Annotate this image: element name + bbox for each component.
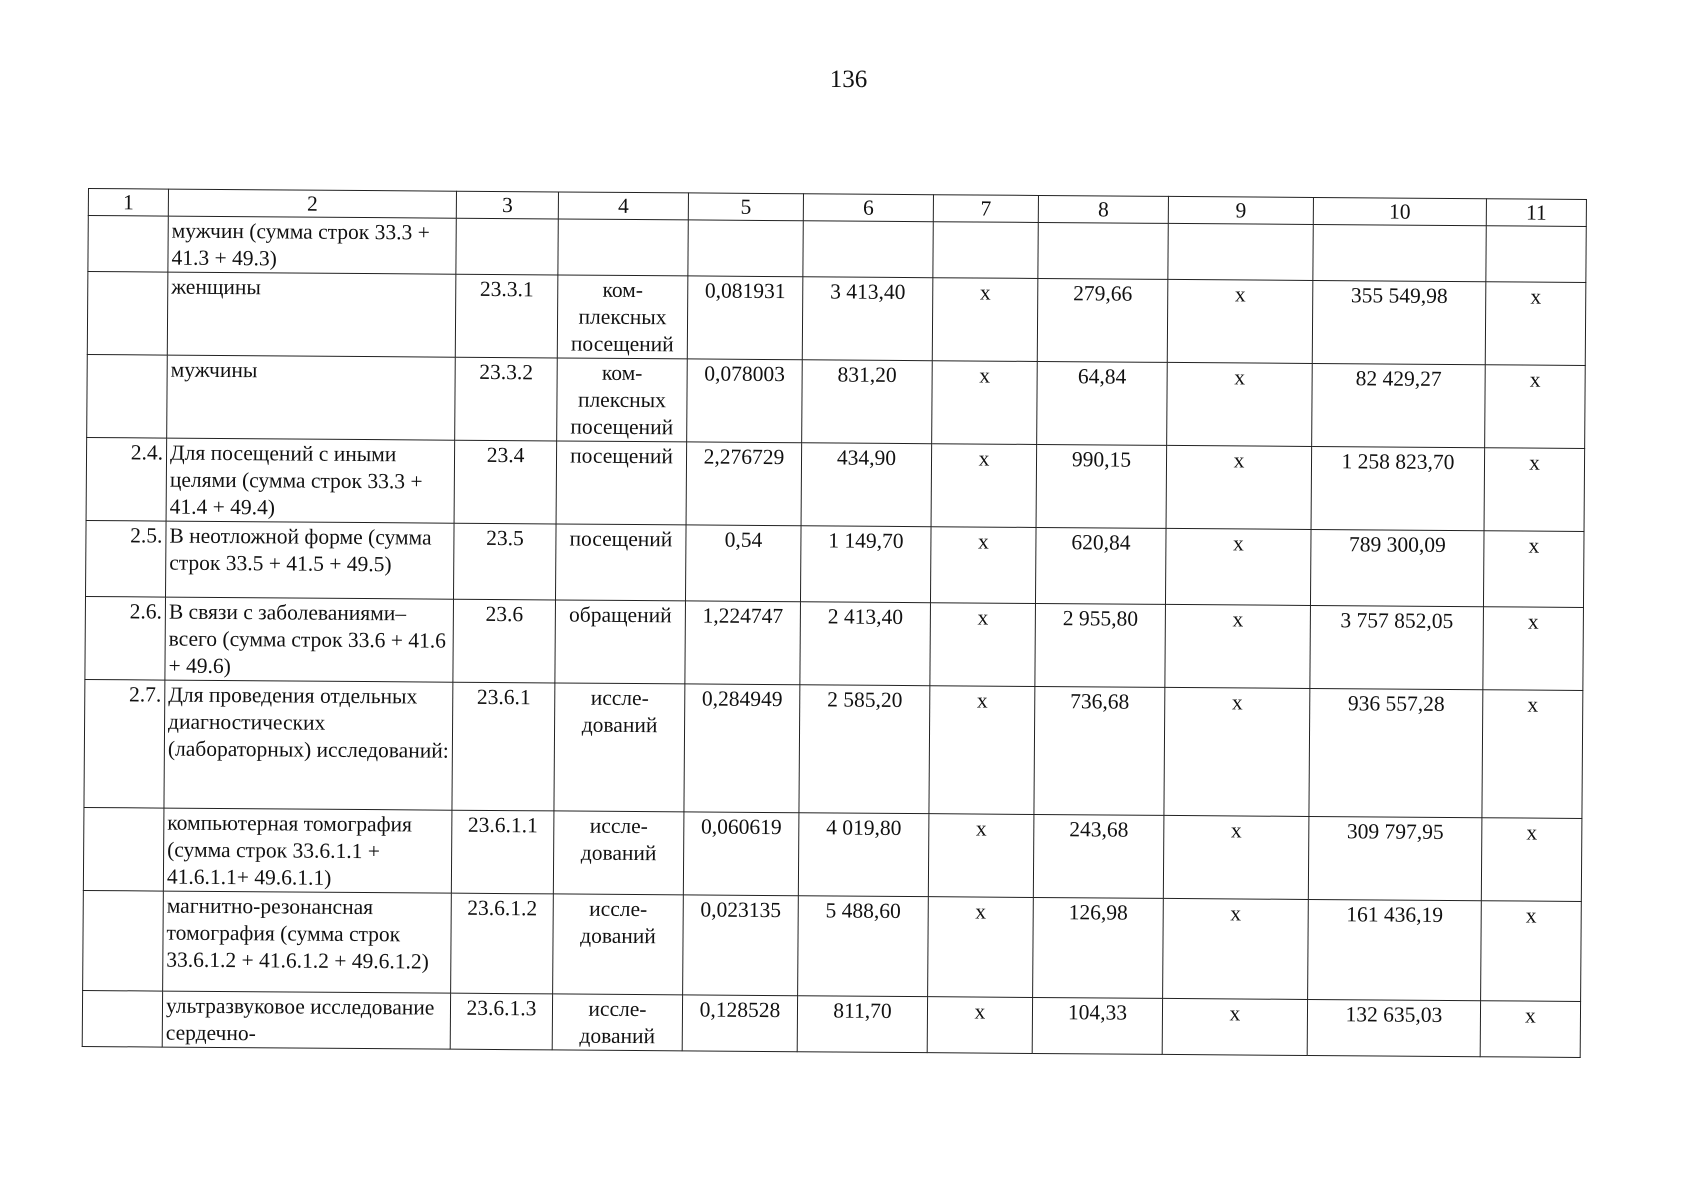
col5-cell: 0,284949 bbox=[684, 684, 800, 813]
row-number-cell: 2.5. bbox=[86, 520, 167, 597]
column-header-1: 1 bbox=[88, 189, 168, 217]
row-code-cell: 23.3.2 bbox=[455, 357, 558, 441]
col10-cell: 789 300,09 bbox=[1310, 529, 1484, 606]
col9-cell: х bbox=[1162, 998, 1307, 1055]
col5-cell: 0,128528 bbox=[682, 995, 797, 1052]
column-header-3: 3 bbox=[456, 191, 558, 219]
col6-cell: 1 149,70 bbox=[800, 526, 931, 603]
col9-cell: х bbox=[1166, 445, 1312, 529]
col9-cell: х bbox=[1163, 898, 1309, 999]
indicator-name-cell: мужчин (сумма строк 33.3 + 41.3 + 49.3) bbox=[168, 216, 456, 274]
col10-cell bbox=[1313, 224, 1486, 281]
row-code-cell: 23.4 bbox=[454, 440, 557, 524]
data-table bbox=[82, 188, 1587, 1058]
col7-cell: х bbox=[930, 527, 1036, 604]
col10-cell: 132 635,03 bbox=[1307, 999, 1480, 1056]
table-row bbox=[83, 890, 1582, 1001]
col5-cell: 0,081931 bbox=[687, 276, 803, 360]
col6-cell: 831,20 bbox=[802, 360, 933, 444]
unit-cell: иссле-дований bbox=[552, 994, 682, 1051]
column-header-6: 6 bbox=[803, 194, 933, 222]
unit-cell: посещений bbox=[556, 441, 687, 525]
indicator-name-cell: Для посещений с иными целями (сумма строк 33.3 + 41.4 + 49.4) bbox=[166, 438, 455, 523]
row-number-cell bbox=[87, 272, 168, 356]
col7-cell bbox=[933, 222, 1038, 279]
column-header-8: 8 bbox=[1038, 195, 1168, 223]
col11-cell bbox=[1486, 226, 1586, 283]
col6-cell: 3 413,40 bbox=[802, 277, 933, 361]
col9-cell bbox=[1168, 223, 1313, 280]
column-header-11: 11 bbox=[1486, 199, 1586, 227]
indicator-name-cell: компьютерная томография (сумма строк 33.6.1.1 + 41.6.1.1+ 49.6.1.1) bbox=[163, 808, 452, 893]
indicator-name-cell: ультразвуковое исследование сердечно- bbox=[162, 991, 450, 1049]
col6-cell: 4 019,80 bbox=[798, 813, 929, 897]
col9-cell: х bbox=[1167, 279, 1313, 363]
col7-cell: х bbox=[928, 897, 1034, 998]
col9-cell: х bbox=[1165, 604, 1311, 688]
col10-cell: 82 429,27 bbox=[1312, 363, 1486, 447]
col11-cell: х bbox=[1483, 607, 1584, 691]
col6-cell: 2 413,40 bbox=[800, 602, 931, 686]
row-number-cell bbox=[87, 354, 168, 438]
col8-cell: 620,84 bbox=[1035, 527, 1166, 604]
column-header-10: 10 bbox=[1313, 197, 1486, 225]
table-body bbox=[82, 216, 1586, 1058]
col6-cell bbox=[803, 221, 933, 278]
col10-cell: 309 797,95 bbox=[1308, 816, 1482, 900]
col7-cell: х bbox=[927, 997, 1032, 1054]
col8-cell bbox=[1038, 222, 1168, 279]
col7-cell: х bbox=[932, 361, 1038, 445]
col8-cell: 104,33 bbox=[1032, 997, 1162, 1054]
indicator-name-cell: В связи с заболеваниями– всего (сумма строк 33.6 + 41.6 + 49.6) bbox=[165, 597, 454, 682]
col8-cell: 243,68 bbox=[1033, 814, 1164, 898]
col5-cell: 0,060619 bbox=[683, 812, 799, 896]
col11-cell: х bbox=[1485, 282, 1586, 366]
row-number-cell bbox=[83, 807, 164, 891]
table-row bbox=[83, 807, 1582, 901]
row-code-cell: 23.5 bbox=[453, 523, 556, 600]
col6-cell: 811,70 bbox=[797, 996, 927, 1053]
unit-cell: иссле-дований bbox=[554, 683, 685, 812]
col8-cell: 126,98 bbox=[1033, 897, 1164, 998]
table-row bbox=[86, 437, 1585, 531]
column-header-9: 9 bbox=[1168, 196, 1313, 224]
col10-cell: 355 549,98 bbox=[1312, 280, 1486, 364]
unit-cell: посещений bbox=[555, 524, 686, 601]
table-row bbox=[84, 679, 1583, 818]
col10-cell: 161 436,19 bbox=[1308, 899, 1482, 1000]
page-number: 136 bbox=[829, 66, 868, 93]
column-header-5: 5 bbox=[688, 193, 803, 221]
col7-cell: х bbox=[932, 278, 1038, 362]
row-number-cell bbox=[83, 890, 164, 991]
col11-cell: х bbox=[1480, 1001, 1580, 1058]
col8-cell: 64,84 bbox=[1037, 361, 1168, 445]
col8-cell: 736,68 bbox=[1034, 686, 1165, 815]
unit-cell: обращений bbox=[555, 600, 686, 684]
unit-cell bbox=[558, 219, 688, 276]
column-header-4: 4 bbox=[558, 192, 688, 220]
col11-cell: х bbox=[1481, 818, 1582, 902]
row-code-cell: 23.6.1.2 bbox=[451, 893, 554, 994]
row-code-cell: 23.6 bbox=[453, 599, 556, 683]
unit-cell: иссле-дований bbox=[553, 811, 684, 895]
col11-cell: х bbox=[1484, 448, 1585, 532]
row-number-cell bbox=[88, 216, 168, 273]
col10-cell: 936 557,28 bbox=[1309, 688, 1483, 817]
col9-cell: х bbox=[1167, 362, 1313, 446]
col11-cell: х bbox=[1485, 365, 1586, 449]
row-number-cell bbox=[82, 990, 162, 1047]
row-code-cell: 23.3.1 bbox=[455, 274, 558, 358]
col7-cell: х bbox=[930, 603, 1036, 687]
col7-cell: х bbox=[931, 444, 1037, 528]
unit-cell: ком-плексных посещений bbox=[557, 358, 688, 442]
indicator-name-cell: мужчины bbox=[167, 355, 456, 440]
col11-cell: х bbox=[1483, 531, 1584, 608]
row-code-cell: 23.6.1.3 bbox=[450, 993, 552, 1050]
col9-cell: х bbox=[1163, 815, 1309, 899]
col8-cell: 279,66 bbox=[1037, 278, 1168, 362]
col10-cell: 1 258 823,70 bbox=[1311, 446, 1485, 530]
col8-cell: 2 955,80 bbox=[1035, 603, 1166, 687]
indicator-name-cell: Для проведения отдельных диагностических (лабораторных) исследований: bbox=[164, 680, 453, 810]
col7-cell: х bbox=[928, 814, 1034, 898]
indicator-name-cell: В неотложной форме (сумма строк 33.5 + 41.5 + 49.5) bbox=[166, 521, 455, 599]
unit-cell: иссле-дований bbox=[553, 894, 684, 995]
col5-cell: 0,54 bbox=[685, 525, 801, 602]
col9-cell: х bbox=[1165, 528, 1311, 605]
row-code-cell: 23.6.1 bbox=[452, 682, 555, 811]
table-row bbox=[87, 272, 1586, 366]
unit-cell: ком-плексных посещений bbox=[557, 275, 688, 359]
col8-cell: 990,15 bbox=[1036, 444, 1167, 528]
col5-cell bbox=[688, 220, 803, 277]
row-number-cell: 2.4. bbox=[86, 437, 167, 521]
col10-cell: 3 757 852,05 bbox=[1310, 605, 1484, 689]
col7-cell: х bbox=[929, 686, 1035, 815]
table-row bbox=[87, 354, 1586, 448]
table-row bbox=[82, 990, 1580, 1057]
column-header-7: 7 bbox=[933, 195, 1038, 223]
column-header-2: 2 bbox=[168, 189, 456, 218]
col11-cell: х bbox=[1481, 901, 1582, 1002]
col5-cell: 0,078003 bbox=[687, 359, 803, 443]
indicator-name-cell: магнитно-резонансная томография (сумма строк 33.6.1.2 + 41.6.1.2 + 49.6.1.2) bbox=[163, 891, 452, 993]
col5-cell: 1,224747 bbox=[685, 601, 801, 685]
row-number-cell: 2.7. bbox=[84, 679, 165, 808]
row-code-cell: 23.6.1.1 bbox=[451, 810, 554, 894]
col11-cell: х bbox=[1482, 690, 1583, 819]
col9-cell: х bbox=[1164, 687, 1310, 816]
col6-cell: 5 488,60 bbox=[798, 896, 929, 997]
table-row bbox=[86, 520, 1585, 607]
col5-cell: 0,023135 bbox=[683, 895, 799, 996]
col6-cell: 2 585,20 bbox=[799, 685, 930, 814]
table-row bbox=[85, 596, 1584, 690]
indicator-name-cell: женщины bbox=[167, 272, 456, 357]
row-code-cell bbox=[456, 218, 558, 275]
col6-cell: 434,90 bbox=[801, 443, 932, 527]
row-number-cell: 2.6. bbox=[85, 596, 166, 680]
col5-cell: 2,276729 bbox=[686, 442, 802, 526]
